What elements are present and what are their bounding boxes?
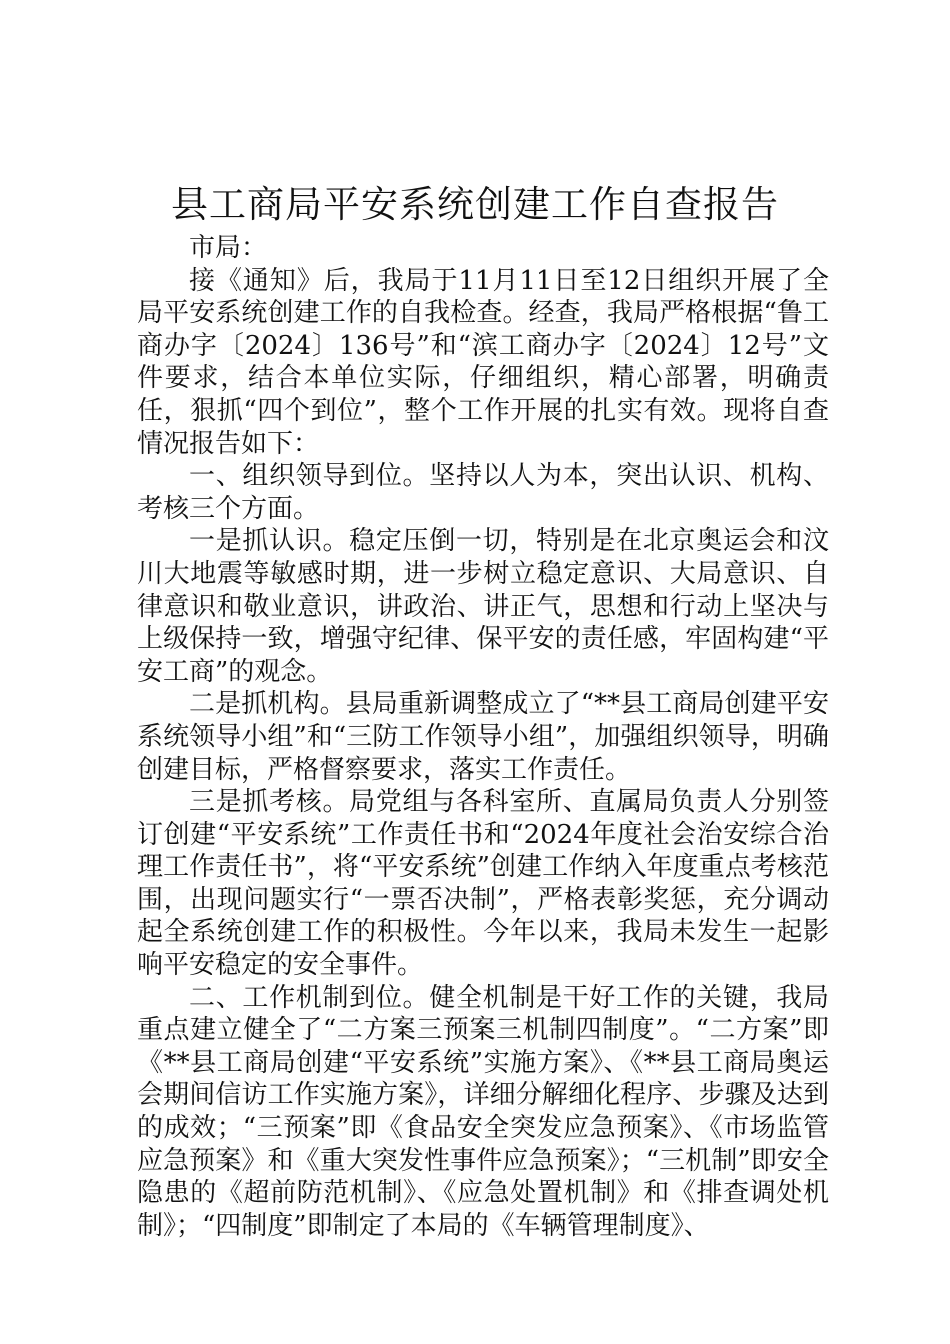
paragraph-section-2-mechanism: 二、工作机制到位。健全机制是干好工作的关键，我局重点建立健全了“二方案三预案三机制四制度”。“二方案”即《**县工商局创建“平安系统”实施方案》、《**县工商局奥运会期间信访工作实施方案》，详细分解细化程序、步骤及达到的成效；“三预案”即《食品安全突发应急预案》、《市场监管应急预案》和《重大突发性事件应急预案》；“三机制”即安全隐患的《超前防范机制》、《应急处置机制》和《排查调处机制》；“四制度”即制定了本局的《车辆管理制度》、 — [137, 982, 829, 1241]
salutation: 市局： — [189, 233, 268, 263]
paragraph-assessment: 三是抓考核。局党组与各科室所、直属局负责人分别签订创建“平安系统”工作责任书和“2024年度社会治安综合治理工作责任书”，将“平安系统”创建工作纳入年度重点考核范围，出现问题实行“一票否决制”，严格表彰奖惩，充分调动起全系统创建工作的积极性。今年以来，我局未发生一起影响平安稳定的安全事件。 — [137, 787, 829, 981]
paragraph-intro: 接《通知》后，我局于11月11日至12日组织开展了全局平安系统创建工作的自我检查。经查，我局严格根据“鲁工商办字〔2024〕136号”和“滨工商办字〔2024〕12号”文件要求，结合本单位实际，仔细组织，精心部署，明确责任，狠抓“四个到位”，整个工作开展的扎实有效。现将自查情况报告如下： — [137, 265, 829, 459]
paragraph-awareness: 一是抓认识。稳定压倒一切，特别是在北京奥运会和汶川大地震等敏感时期，进一步树立稳定意识、大局意识、自律意识和敬业意识，讲政治、讲正气，思想和行动上坚决与上级保持一致，增强守纪律、保平安的责任感，牢固构建“平安工商”的观念。 — [137, 526, 829, 687]
document-body — [137, 232, 829, 1242]
paragraph-organization: 二是抓机构。县局重新调整成立了“**县工商局创建平安系统领导小组”和“三防工作领导小组”，加强组织领导，明确创建目标，严格督察要求，落实工作责任。 — [137, 689, 829, 785]
paragraph-section-1-heading: 一、组织领导到位。坚持以人为本，突出认识、机构、考核三个方面。 — [137, 461, 829, 524]
document-title: 县工商局平安系统创建工作自查报告 — [171, 183, 779, 226]
